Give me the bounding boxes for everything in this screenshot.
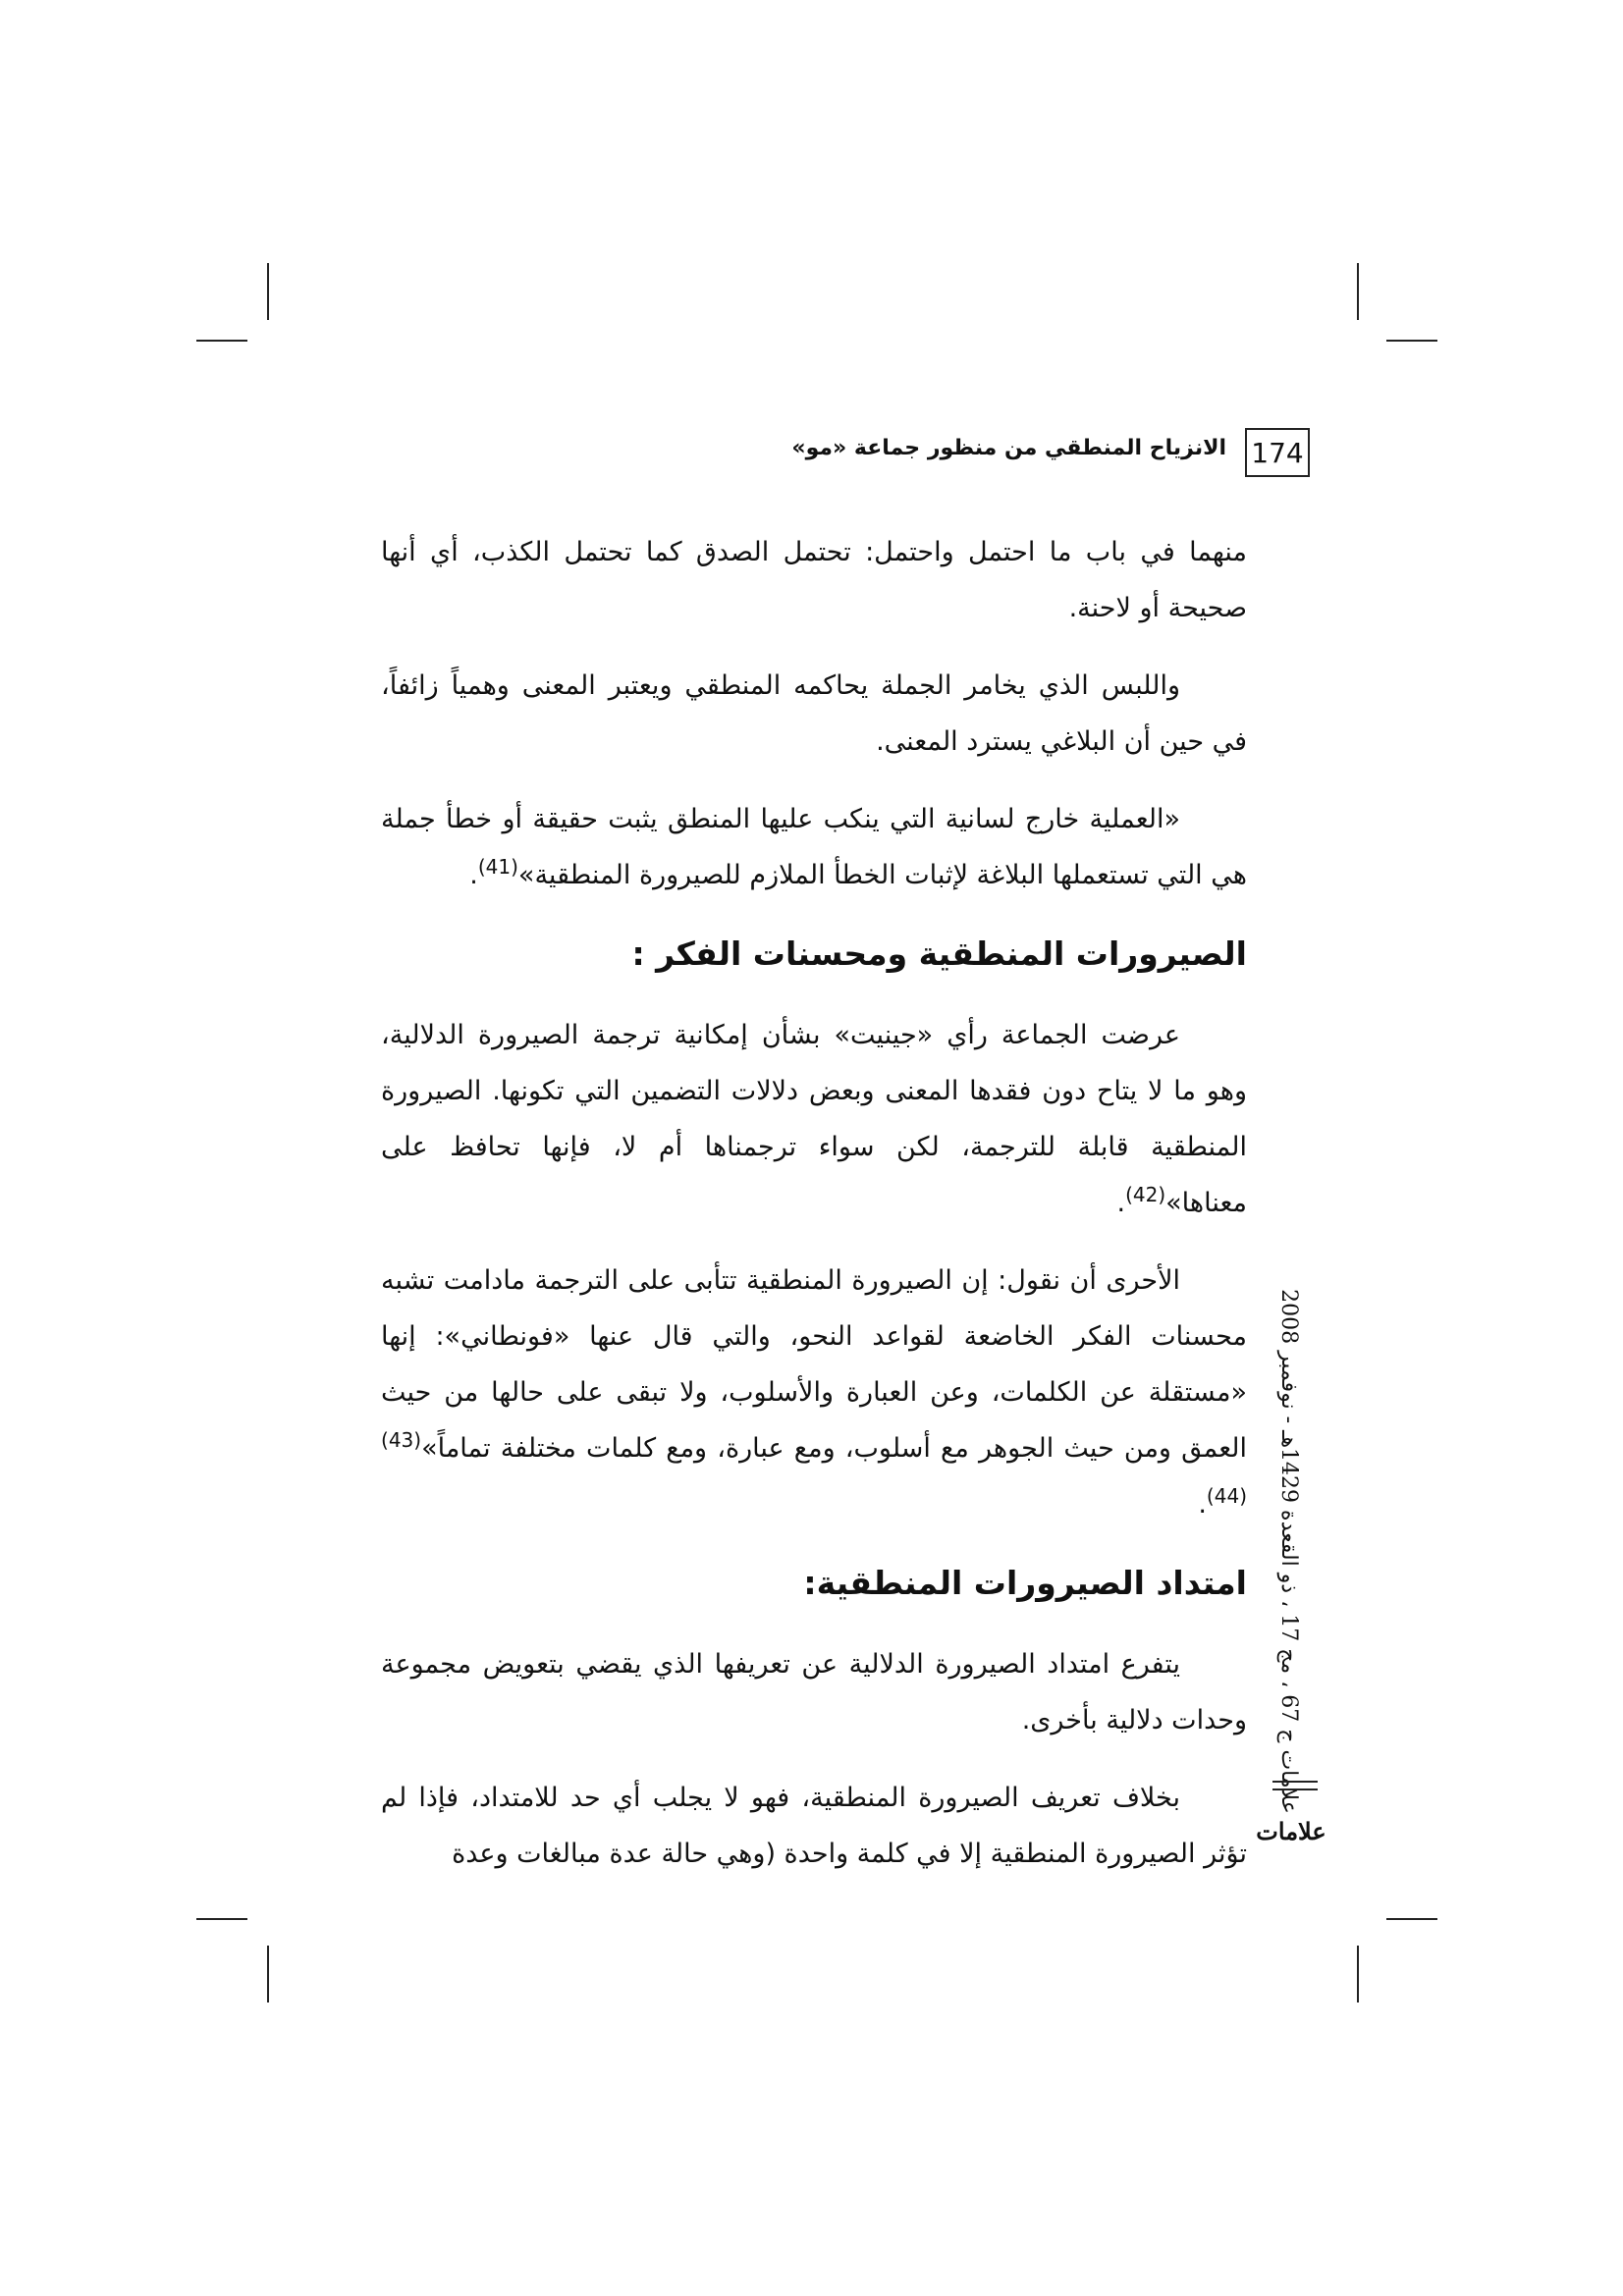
crop-mark-top-left [267, 263, 269, 320]
crop-mark-bottom-left [267, 1946, 269, 2002]
paragraph-4 [381, 1007, 1247, 1231]
section-heading-extension: امتداد الصيرورات المنطقية: [803, 1564, 1247, 1602]
paragraph-5-end: . [1198, 1489, 1207, 1520]
paragraph-3-text: «العملية خارج لسانية التي ينكب عليها المنطق يثبت حقيقة أو خطأ جملة هي التي تستعملها البلاغة لإثبات الخطأ الملازم للصيرورة المنطقية» [381, 804, 1247, 890]
paragraph-1: منهما في باب ما احتمل واحتمل: تحتمل الصدق كما تحتمل الكذب، أي أنها صحيحة أو لاحنة. [381, 537, 1247, 623]
section-heading-logical-processes: الصيرورات المنطقية ومحسنات الفكر : [631, 934, 1247, 973]
crop-mark-top-right-h [1386, 340, 1437, 342]
paragraph-3 [381, 791, 1247, 903]
running-title: الانزياح المنطقي من منظور جماعة «مو» [791, 436, 1226, 460]
paragraph-5 [381, 1253, 1247, 1532]
footnote-ref-43-44: (43)(44) [381, 1428, 1247, 1508]
paragraph-2: واللبس الذي يخامر الجملة يحاكمه المنطقي ويعتبر المعنى وهمياً زائفاً، في حين أن البلاغي يسترد المعنى. [381, 670, 1247, 757]
journal-logo: علامات [1256, 1816, 1326, 1845]
footnote-ref-41: (41) [477, 855, 518, 879]
journal-citation-text: علامات ج 67 ، مج 17 ، ذو القعدة 1429هـ - نوفمبر 2008 [1275, 1288, 1301, 1814]
paragraph-4-text: عرضت الجماعة رأي «جينيت» بشأن إمكانية ترجمة الصيرورة الدلالية، وهو ما لا يتاح دون فقدها المعنى وبعض دلالات التضمين التي تكونها. الصيرورة المنطقية قابلة للترجمة، لكن سواء ترجمناها أم لا، فإنها تحافظ على معناها» [381, 1020, 1247, 1218]
paragraph-5-text: الأحرى أن نقول: إن الصيرورة المنطقية تتأبى على الترجمة مادامت تشبه محسنات الفكر الخاضعة لقواعد النحو، والتي قال عنها «فونطاني»: إنها «مستقلة عن الكلمات، وعن العبارة والأسلوب، ولا تبقى على حالها من حيث العمق ومن حيث الجوهر مع أسلوب، ومع عبارة، ومع كلمات مختلفة تماماً» [381, 1265, 1247, 1464]
crop-mark-top-right [1357, 263, 1359, 320]
page-number: 174 [1245, 428, 1310, 477]
crop-mark-bottom-left-h [196, 1918, 247, 1920]
journal-citation [1265, 1288, 1312, 1814]
paragraph-6: يتفرع امتداد الصيرورة الدلالية عن تعريفها الذي يقضي بتعويض مجموعة وحدات دلالية بأخرى. [381, 1649, 1247, 1735]
footnote-ref-42: (42) [1125, 1183, 1166, 1206]
paragraph-3-end: . [469, 860, 478, 890]
paragraph-4-end: . [1116, 1188, 1126, 1218]
crop-mark-top-left-h [196, 340, 247, 342]
margin-double-rule [1272, 1781, 1318, 1790]
paragraph-7: بخلاف تعريف الصيرورة المنطقية، فهو لا يجلب أي حد للامتداد، فإذا لم تؤثر الصيرورة المنطقية إلا في كلمة واحدة (وهي حالة عدة مبالغات وعدة [381, 1783, 1247, 1869]
article-body [381, 524, 1247, 1903]
crop-mark-bottom-right [1357, 1946, 1359, 2002]
crop-mark-bottom-right-h [1386, 1918, 1437, 1920]
